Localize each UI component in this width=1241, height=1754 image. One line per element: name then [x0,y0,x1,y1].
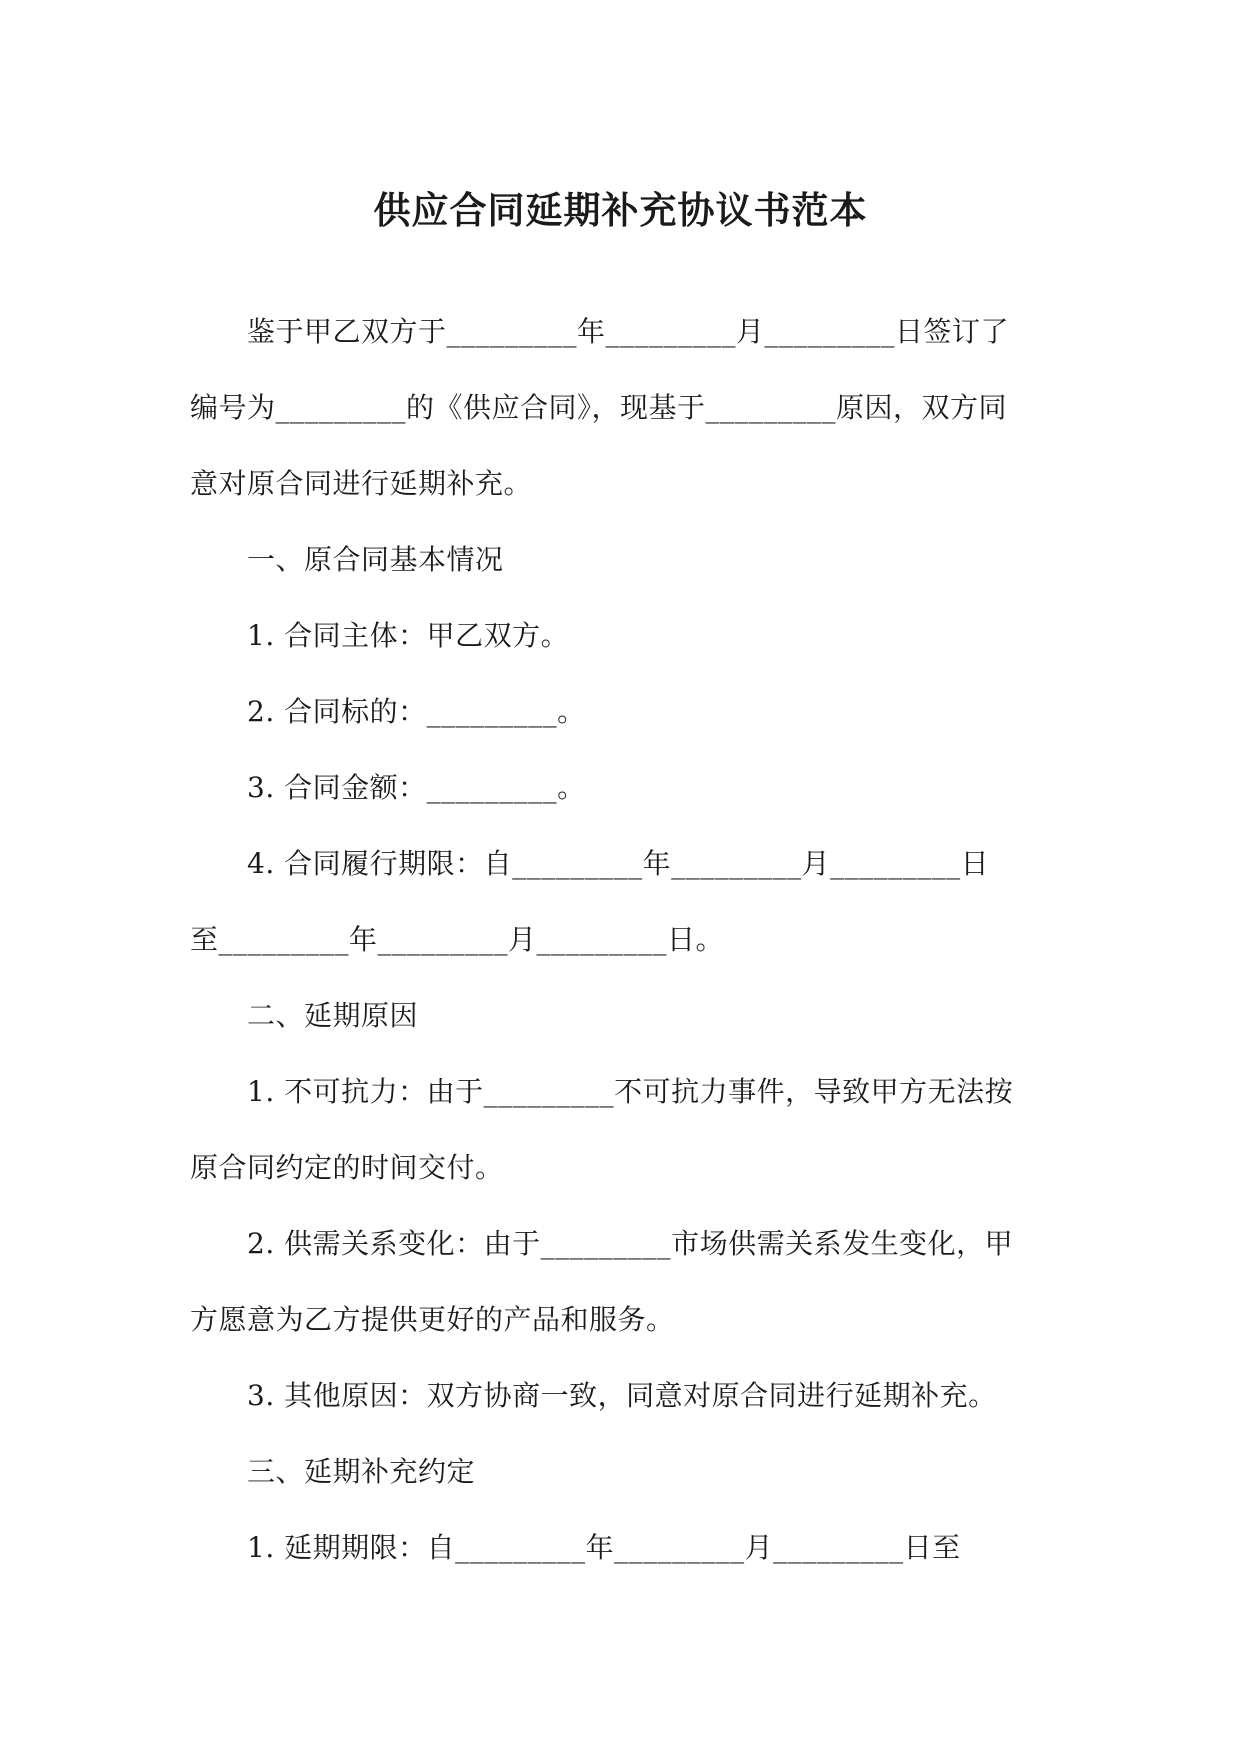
section-heading-1: 一、原合同基本情况 [247,543,504,576]
intro-line-1: 鉴于甲乙双方于_________年_________月_________日签订了 [247,315,1010,348]
intro-line-2: 编号为_________的《供应合同》，现基于_________原因，双方同 [190,391,1008,424]
clause-2-3: 3. 其他原因：双方协商一致，同意对原合同进行延期补充。 [247,1379,997,1412]
section-heading-3: 三、延期补充约定 [247,1455,476,1488]
clause-1-3: 3. 合同金额：_________。 [247,771,586,804]
clause-1-2: 2. 合同标的：_________。 [247,695,586,728]
document-title: 供应合同延期补充协议书范本 [373,188,868,232]
clause-1-4: 4. 合同履行期限：自_________年_________月_________日 [247,847,990,880]
clause-1-1: 1. 合同主体：甲乙双方。 [247,619,570,652]
clause-2-1: 1. 不可抗力：由于_________不可抗力事件，导致甲方无法按 [247,1075,1014,1108]
clause-3-1: 1. 延期期限：自_________年_________月_________日至 [247,1531,961,1564]
section-heading-2: 二、延期原因 [247,999,419,1032]
clause-1-4-cont: 至_________年_________月_________日。 [190,923,725,956]
clause-2-1-cont: 原合同约定的时间交付。 [190,1151,504,1184]
intro-line-3: 意对原合同进行延期补充。 [190,467,533,500]
clause-2-2-cont: 方愿意为乙方提供更好的产品和服务。 [190,1303,675,1336]
clause-2-2: 2. 供需关系变化：由于_________市场供需关系发生变化，甲 [247,1227,1014,1260]
